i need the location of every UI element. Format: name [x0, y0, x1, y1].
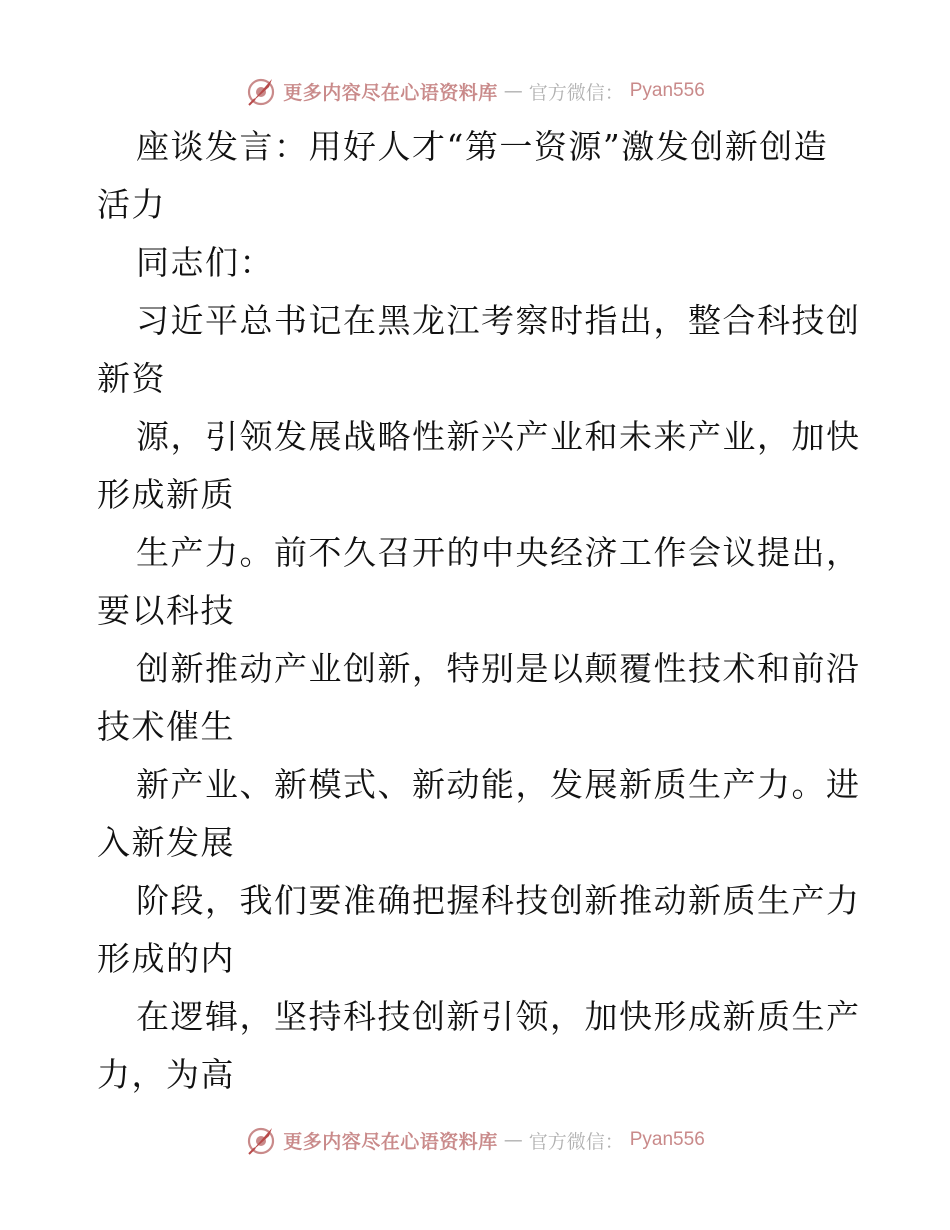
paragraph-line: 在逻辑，坚持科技创新引领，加快形成新质生产 — [136, 997, 861, 1036]
paragraph-line: 阶段，我们要准确把握科技创新推动新质生产力 — [136, 881, 861, 920]
watermark-dash: — — [503, 1129, 523, 1151]
paragraph-line: 形成的内 — [97, 939, 235, 978]
paragraph-line: 习近平总书记在黑龙江考察时指出，整合科技创 — [136, 301, 861, 340]
quill-pen-logo-icon — [245, 75, 277, 107]
paragraph-line: 技术催生 — [97, 707, 235, 746]
paragraph-line: 新资 — [97, 359, 166, 398]
footer-watermark — [0, 1120, 950, 1160]
paragraph-line: 要以科技 — [97, 591, 235, 630]
watermark-wechat-id: Pyan556 — [629, 80, 705, 101]
paragraph-line: 生产力。前不久召开的中央经济工作会议提出， — [136, 533, 861, 572]
watermark-wechat-label: 官方微信： — [528, 81, 624, 104]
watermark-wechat-label: 官方微信： — [528, 1130, 624, 1153]
header-watermark — [0, 71, 950, 111]
paragraph-line: 创新推动产业创新，特别是以颠覆性技术和前沿 — [136, 649, 861, 688]
document-title-line-1: 座谈发言：用好人才“第一资源”激发创新创造 — [136, 127, 829, 166]
paragraph-line: 形成新质 — [97, 475, 235, 514]
watermark-site-text: 更多内容尽在心语资料库 — [283, 81, 498, 104]
watermark-site-text: 更多内容尽在心语资料库 — [283, 1130, 498, 1153]
watermark-wechat-id: Pyan556 — [629, 1129, 705, 1150]
paragraph-line: 源，引领发展战略性新兴产业和未来产业，加快 — [136, 417, 861, 456]
watermark-dash: — — [503, 80, 523, 102]
paragraph-line: 新产业、新模式、新动能，发展新质生产力。进 — [136, 765, 861, 804]
quill-pen-logo-icon — [245, 1124, 277, 1156]
paragraph-line: 入新发展 — [97, 823, 235, 862]
paragraph-line: 力，为高 — [97, 1055, 235, 1094]
document-title-line-2: 活力 — [97, 185, 166, 224]
document-body — [97, 118, 861, 1104]
salutation: 同志们： — [136, 243, 274, 282]
